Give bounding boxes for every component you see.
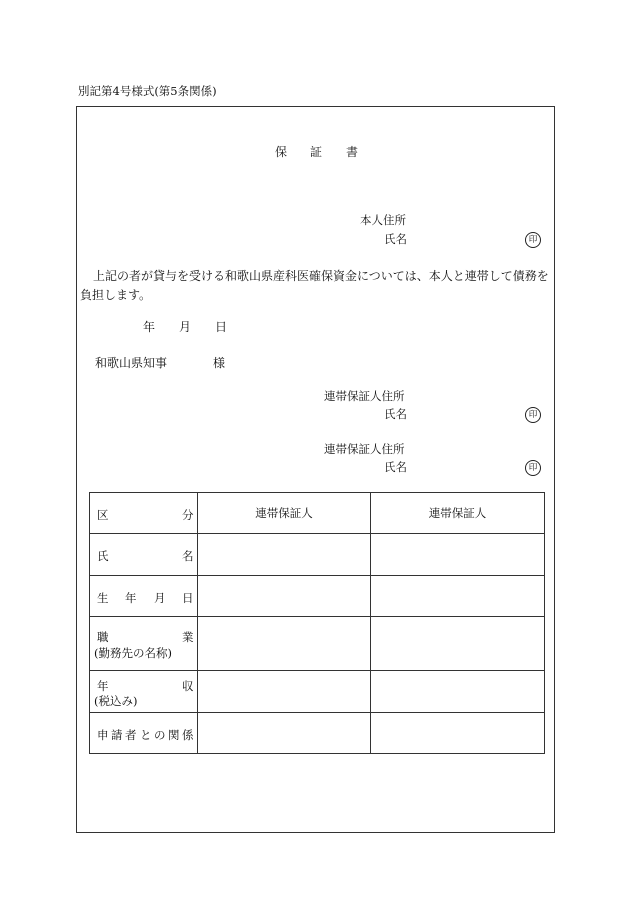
addressee-honorific: 様 bbox=[213, 356, 226, 370]
table-row-relationship bbox=[90, 713, 545, 754]
guarantor1-name-cell[interactable] bbox=[198, 534, 371, 576]
row-birthdate-label-cell bbox=[90, 576, 198, 617]
guarantor2-relationship-cell[interactable] bbox=[371, 713, 545, 754]
row-income-char-1: 年 bbox=[97, 679, 109, 693]
row-income-sub: (税込み) bbox=[94, 694, 138, 708]
row-relationship-char-5: の bbox=[154, 728, 166, 742]
guarantor1-relationship-cell[interactable] bbox=[198, 713, 371, 754]
guarantor2-address-label: 連帯保証人住所 bbox=[324, 442, 405, 456]
table-row-occupation bbox=[90, 617, 545, 671]
table-row-income bbox=[90, 671, 545, 713]
title-char-2: 証 bbox=[310, 145, 323, 159]
row-income-label-cell bbox=[90, 671, 198, 713]
header-guarantor-1: 連帯保証人 bbox=[198, 493, 371, 534]
guarantor1-birthdate-cell[interactable] bbox=[198, 576, 371, 617]
guarantor2-name-cell[interactable] bbox=[371, 534, 545, 576]
header-category-cell bbox=[90, 493, 198, 534]
guarantor2-income-cell[interactable] bbox=[371, 671, 545, 713]
row-birthdate-char-1: 生 bbox=[97, 591, 109, 605]
table-header-row bbox=[90, 493, 545, 534]
row-relationship-char-1: 申 bbox=[97, 728, 109, 742]
header-category-char-2: 分 bbox=[182, 508, 194, 522]
row-occupation-sub: (勤務先の名称) bbox=[94, 646, 172, 660]
header-guarantor-2: 連帯保証人 bbox=[371, 493, 545, 534]
guarantor-info-table bbox=[89, 492, 545, 754]
row-income-char-2: 収 bbox=[182, 679, 194, 693]
table-row-name bbox=[90, 534, 545, 576]
table-row-birthdate bbox=[90, 576, 545, 617]
row-relationship-char-4: と bbox=[140, 728, 152, 742]
date-month: 月 bbox=[179, 320, 192, 334]
title-char-1: 保 bbox=[275, 145, 288, 159]
guarantor1-address-label: 連帯保証人住所 bbox=[324, 389, 405, 403]
row-name-char-1: 氏 bbox=[97, 549, 109, 563]
row-birthdate-char-3: 月 bbox=[154, 591, 166, 605]
row-birthdate-char-4: 日 bbox=[182, 591, 194, 605]
date-year: 年 bbox=[143, 320, 156, 334]
row-occupation-char-2: 業 bbox=[182, 630, 194, 644]
title-char-3: 書 bbox=[346, 145, 359, 159]
row-occupation-char-1: 職 bbox=[97, 630, 109, 644]
row-relationship-char-7: 係 bbox=[182, 728, 194, 742]
guarantor1-seal: 印 bbox=[525, 407, 541, 423]
row-relationship-char-2: 請 bbox=[111, 728, 123, 742]
guarantor1-name-label: 氏名 bbox=[384, 407, 407, 421]
row-name-label-cell bbox=[90, 534, 198, 576]
header-category-char-1: 区 bbox=[97, 508, 109, 522]
guarantor2-name-label: 氏名 bbox=[384, 460, 407, 474]
row-relationship-char-6: 関 bbox=[168, 728, 180, 742]
row-relationship-label-cell bbox=[90, 713, 198, 754]
guarantor2-occupation-cell[interactable] bbox=[371, 617, 545, 671]
row-occupation-label-cell bbox=[90, 617, 198, 671]
applicant-seal: 印 bbox=[525, 232, 541, 248]
form-number-label: 別記第4号様式(第5条関係) bbox=[78, 84, 217, 98]
guarantee-statement: 上記の者が貸与を受ける和歌山県産科医確保資金については、本人と連帯して債務を負担します。 bbox=[80, 269, 549, 302]
row-name-char-2: 名 bbox=[182, 549, 194, 563]
row-relationship-char-3: 者 bbox=[125, 728, 137, 742]
guarantor2-seal: 印 bbox=[525, 460, 541, 476]
guarantor1-income-cell[interactable] bbox=[198, 671, 371, 713]
row-birthdate-char-2: 年 bbox=[125, 591, 137, 605]
applicant-address-label: 本人住所 bbox=[360, 213, 406, 227]
guarantor1-occupation-cell[interactable] bbox=[198, 617, 371, 671]
date-day: 日 bbox=[215, 320, 228, 334]
addressee-name: 和歌山県知事 bbox=[95, 356, 168, 370]
guarantor2-birthdate-cell[interactable] bbox=[371, 576, 545, 617]
applicant-name-label: 氏名 bbox=[384, 232, 407, 246]
